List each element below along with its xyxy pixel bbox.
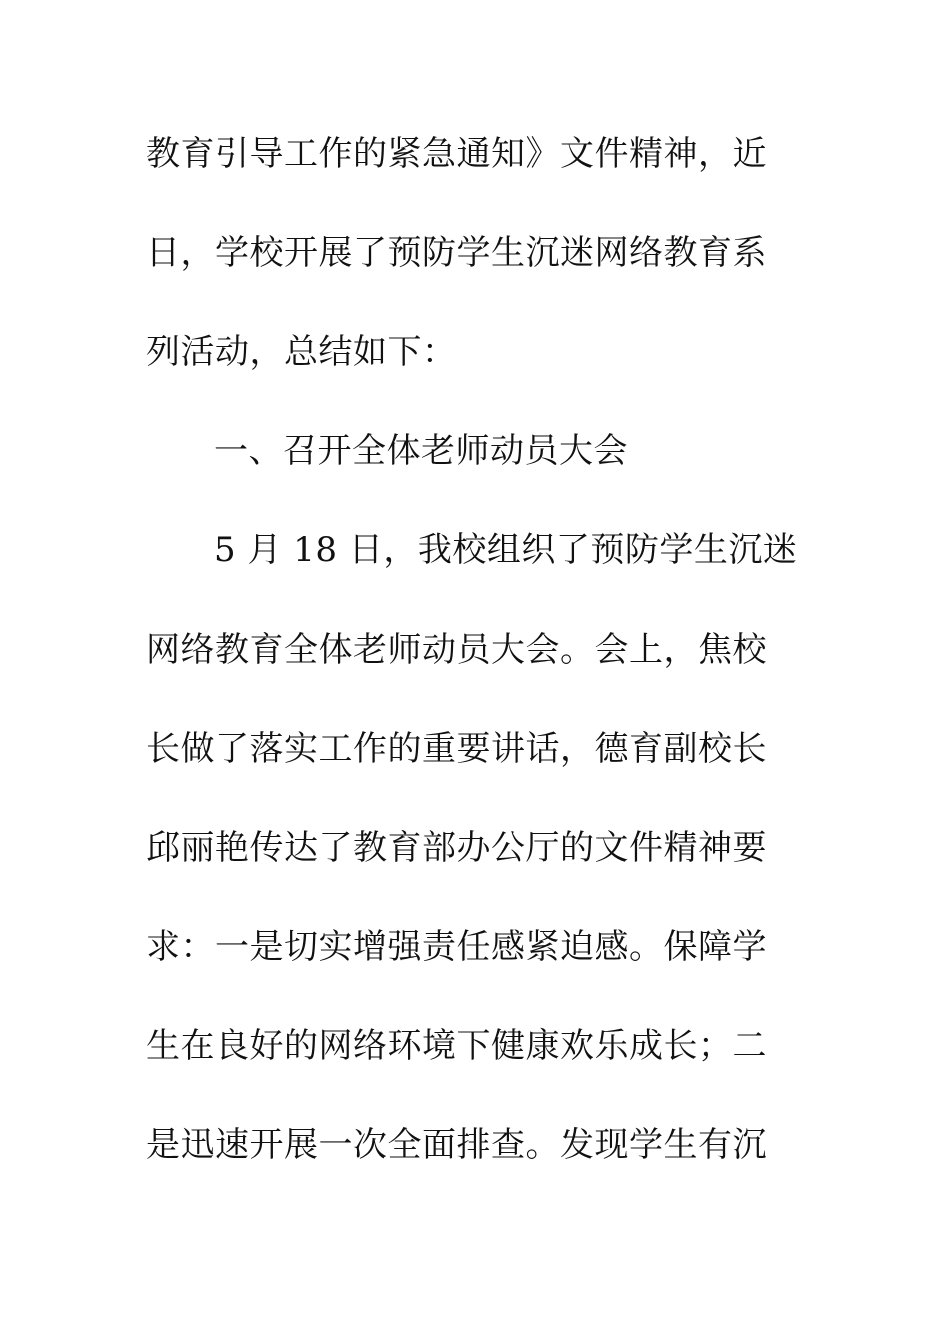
body-text-line: 5 月 18 日，我校组织了预防学生沉迷 xyxy=(214,530,798,570)
body-text-line: 列活动，总结如下： xyxy=(146,332,457,372)
body-text-line: 是迅速开展一次全面排查。发现学生有沉 xyxy=(146,1125,767,1165)
body-text-line: 邱丽艳传达了教育部办公厅的文件精神要 xyxy=(146,828,767,868)
body-text-line: 网络教育全体老师动员大会。会上，焦校 xyxy=(146,630,767,670)
body-text-line: 教育引导工作的紧急通知》文件精神，近 xyxy=(146,134,767,174)
section-heading: 一、召开全体老师动员大会 xyxy=(214,431,628,471)
body-text-line: 长做了落实工作的重要讲话，德育副校长 xyxy=(146,729,767,769)
body-text-line: 日，学校开展了预防学生沉迷网络教育系 xyxy=(146,233,767,273)
body-text-line: 生在良好的网络环境下健康欢乐成长；二 xyxy=(146,1026,767,1066)
body-text-line: 求：一是切实增强责任感紧迫感。保障学 xyxy=(146,927,767,967)
